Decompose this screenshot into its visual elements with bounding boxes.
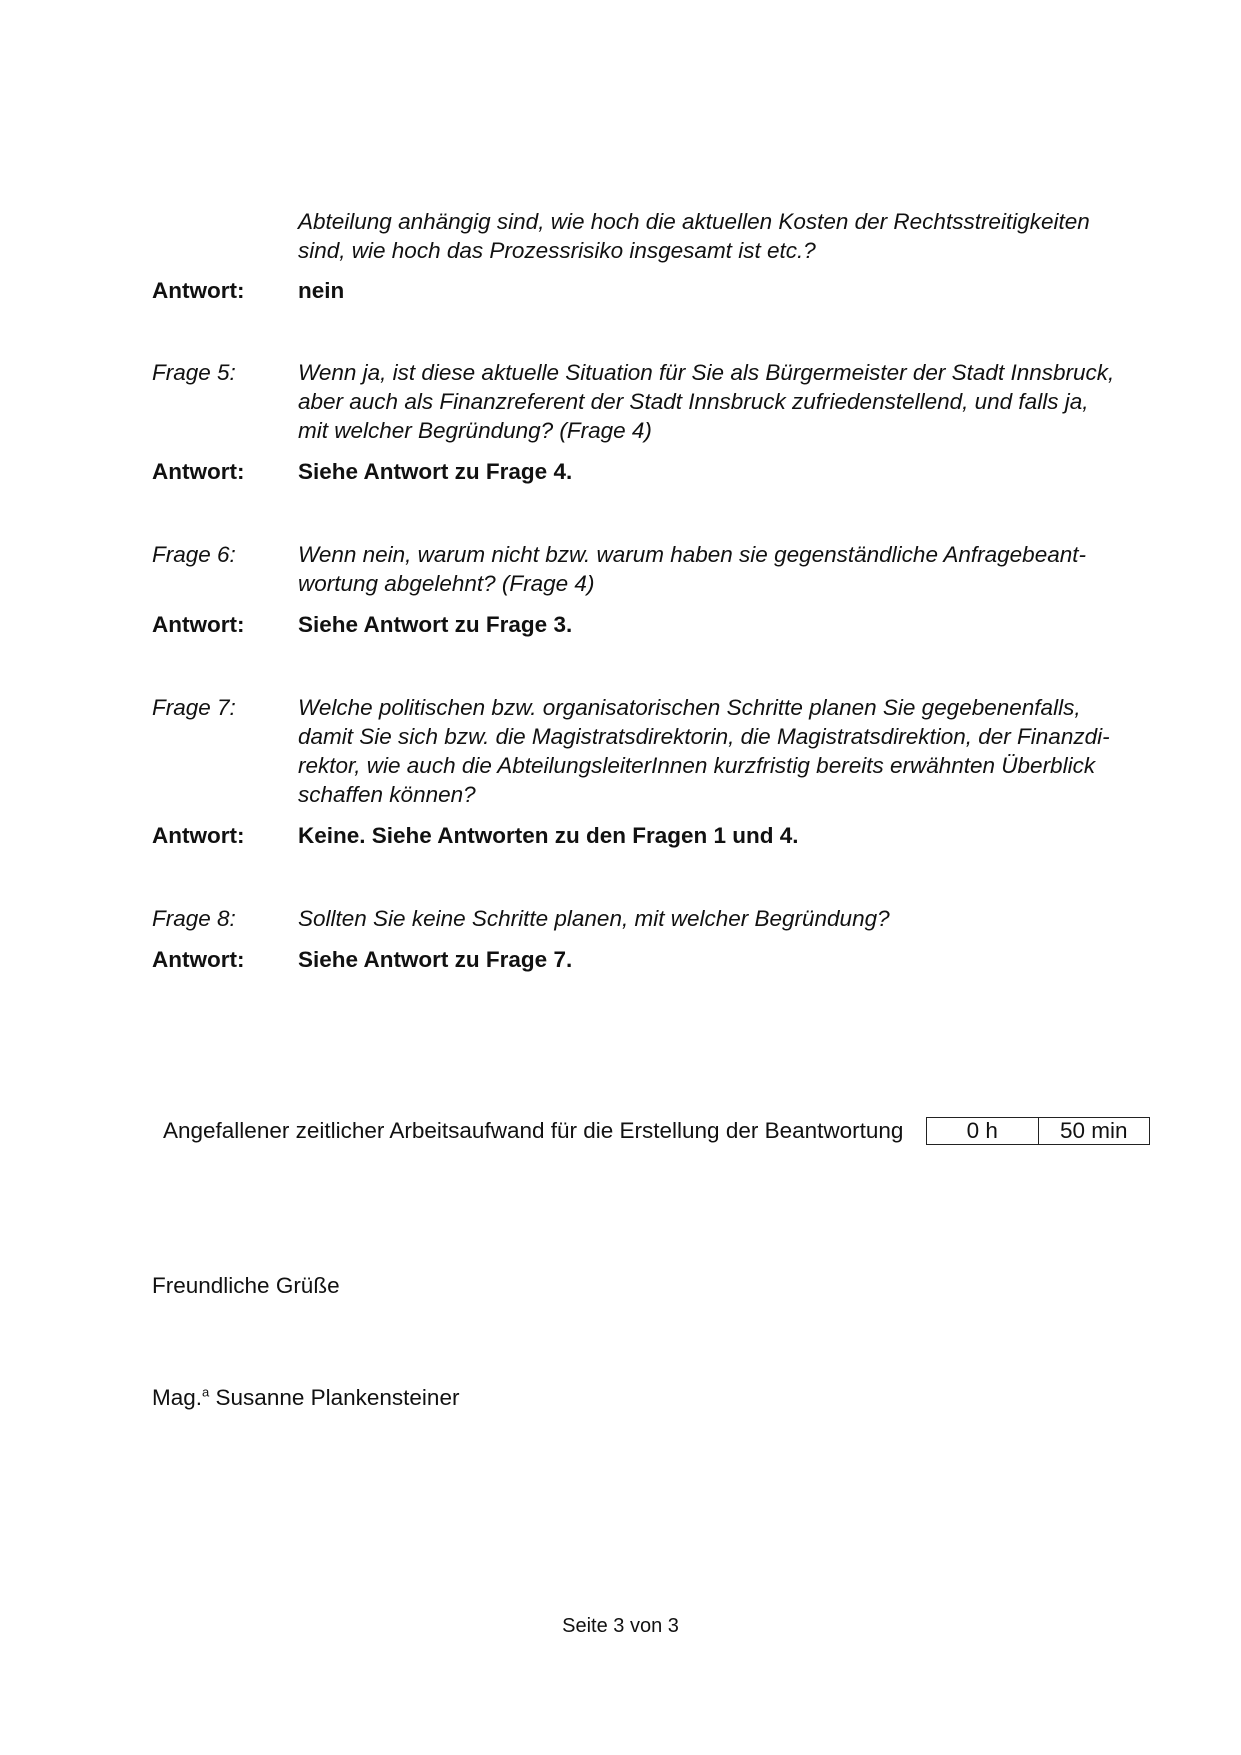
answer-8-text: Siehe Antwort zu Frage 7. (298, 947, 573, 972)
question-6-text-line: Wenn nein, warum nicht bzw. warum haben sie gegenständliche Anfragebeant- (298, 542, 1086, 567)
answer-5-label: Antwort: (152, 459, 245, 484)
answer-5-text: Siehe Antwort zu Frage 4. (298, 459, 573, 484)
question-5-text-line: Wenn ja, ist diese aktuelle Situation für Sie als Bürgermeister der Stadt Innsbruck, (298, 360, 1115, 385)
question-5-text-line: mit welcher Begründung? (Frage 4) (298, 418, 652, 443)
question-8-text-line: Sollten Sie keine Schritte planen, mit welcher Begründung? (298, 906, 890, 931)
question-7-text-line: Welche politischen bzw. organisatorischen Schritte planen Sie gegebenenfalls, (298, 695, 1081, 720)
effort-hours: 0 h (927, 1118, 1039, 1144)
effort-label: Angefallener zeitlicher Arbeitsaufwand für die Erstellung der Beantwortung (163, 1118, 904, 1143)
answer-4-label: Antwort: (152, 278, 245, 303)
question-5-text-line: aber auch als Finanzreferent der Stadt Innsbruck zufriedenstellend, und falls ja, (298, 389, 1089, 414)
question-7-text-line: rektor, wie auch die AbteilungsleiterInnen kurzfristig bereits erwähnten Überblick (298, 753, 1096, 778)
question-7-text-line: damit Sie sich bzw. die Magistratsdirektorin, die Magistratsdirektion, der Finanzdi- (298, 724, 1110, 749)
question-8-label: Frage 8: (152, 906, 236, 931)
question-6-text-line: wortung abgelehnt? (Frage 4) (298, 571, 595, 596)
question-4-text-line: sind, wie hoch das Prozessrisiko insgesamt ist etc.? (298, 238, 816, 263)
signature-name: Susanne Plankensteiner (215, 1385, 460, 1410)
signature (152, 1383, 459, 1412)
effort-box (926, 1117, 1150, 1145)
effort-minutes: 50 min (1059, 1118, 1128, 1143)
question-4-text-line: Abteilung anhängig sind, wie hoch die aktuellen Kosten der Rechtsstreitigkeiten (298, 209, 1090, 234)
closing-greeting: Freundliche Grüße (152, 1273, 340, 1298)
signature-superscript: a (202, 1384, 210, 1400)
answer-4-text: nein (298, 278, 345, 303)
answer-7-label: Antwort: (152, 823, 245, 848)
question-7-text-line: schaffen können? (298, 782, 476, 807)
answer-7-text: Keine. Siehe Antworten zu den Fragen 1 und 4. (298, 823, 799, 848)
question-6-label: Frage 6: (152, 542, 236, 567)
question-7-label: Frage 7: (152, 695, 236, 720)
page-footer: Seite 3 von 3 (562, 1615, 679, 1637)
signature-prefix: Mag. (152, 1385, 203, 1410)
answer-6-text: Siehe Antwort zu Frage 3. (298, 612, 573, 637)
question-5-label: Frage 5: (152, 360, 236, 385)
answer-8-label: Antwort: (152, 947, 245, 972)
answer-6-label: Antwort: (152, 612, 245, 637)
